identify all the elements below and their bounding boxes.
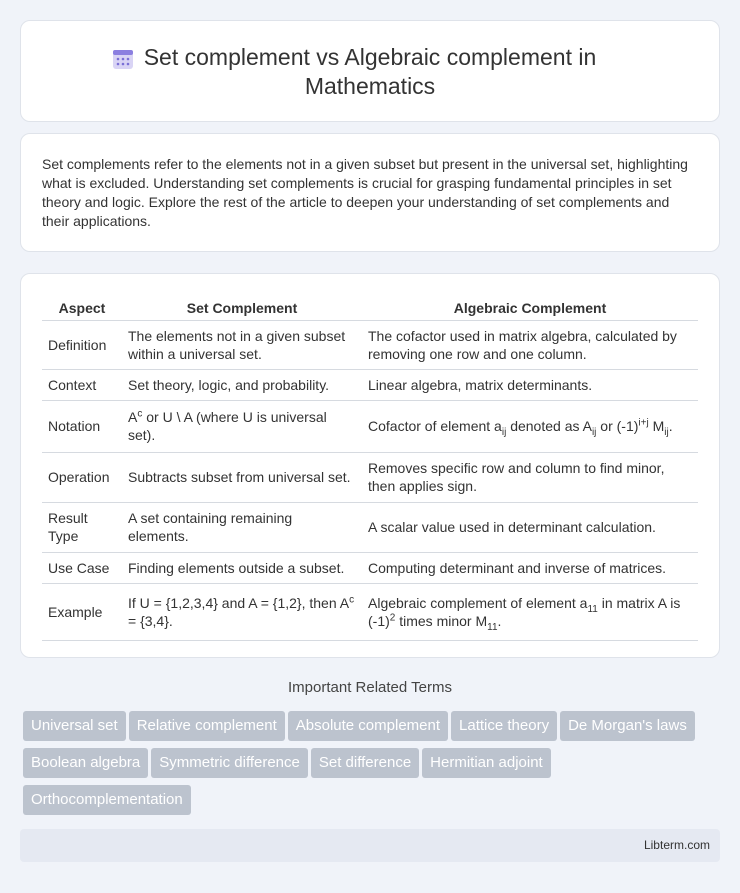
row-aspect: Operation [42, 452, 122, 502]
table-row [42, 502, 698, 552]
related-term-tag[interactable]: Lattice theory [451, 711, 557, 741]
footer-site-link[interactable]: Libterm.com [643, 838, 710, 852]
table-row [42, 452, 698, 502]
row-aspect: Example [42, 583, 122, 640]
related-terms-title: Important Related Terms [288, 679, 452, 696]
table-row [42, 400, 698, 452]
intro-card [20, 133, 720, 252]
row-aspect: Definition [42, 320, 122, 369]
related-term-tag[interactable]: Orthocomplementation [23, 785, 191, 815]
row-set-value: $A^c$ or U \ A (where U is universal set). [122, 400, 362, 452]
related-term-tag[interactable]: Set difference [311, 748, 419, 778]
row-alg-value: Linear algebra, matrix determinants. [362, 369, 698, 400]
row-set-value: A set containing remaining elements. [122, 502, 362, 552]
header-algebraic-complement: Algebraic Complement [362, 296, 698, 320]
related-terms-list [23, 711, 713, 822]
row-aspect: Result Type [42, 502, 122, 552]
row-aspect: Context [42, 369, 122, 400]
header-set-complement: Set Complement [122, 296, 362, 320]
row-aspect: Use Case [42, 552, 122, 583]
row-set-value: Finding elements outside a subset. [122, 552, 362, 583]
related-term-tag[interactable]: Boolean algebra [23, 748, 148, 778]
related-term-tag[interactable]: Universal set [23, 711, 126, 741]
related-term-tag[interactable]: Hermitian adjoint [422, 748, 551, 778]
row-alg-value: Algebraic complement of element $a_{11}$ in matrix A is $(-1)^2$ times minor $M_{11}$. [362, 583, 698, 640]
footer [20, 829, 720, 862]
related-term-tag[interactable]: Absolute complement [288, 711, 448, 741]
related-term-tag[interactable]: Relative complement [129, 711, 285, 741]
related-term-tag[interactable]: Symmetric difference [151, 748, 308, 778]
row-set-value: If U = {1,2,3,4} and A = {1,2}, then $A^c = \{3,4\}$. [122, 583, 362, 640]
row-alg-value: The cofactor used in matrix algebra, calculated by removing one row and one column. [362, 320, 698, 369]
row-set-value: The elements not in a given subset within a universal set. [122, 320, 362, 369]
header-aspect: Aspect [42, 296, 122, 320]
related-term-tag[interactable]: De Morgan's laws [560, 711, 695, 741]
table-row [42, 583, 698, 640]
comparison-table-card [20, 273, 720, 658]
table-row [42, 320, 698, 369]
comparison-table [42, 296, 698, 641]
intro-paragraph: Set complements refer to the elements not in a given subset but present in the universal set, highlighting what is excluded. Understanding set complements is crucial for grasping fundamental principles in set theory and logic. Explore the rest of the article to deepen your understanding of set complements and their applications. [42, 156, 688, 229]
page-title: Set complement vs Algebraic complement in Mathematics [143, 44, 597, 99]
title-card [20, 20, 720, 122]
row-alg-value: Removes specific row and column to find minor, then applies sign. [362, 452, 698, 502]
row-aspect: Notation [42, 400, 122, 452]
row-set-value: Subtracts subset from universal set. [122, 452, 362, 502]
row-alg-value: A scalar value used in determinant calculation. [362, 502, 698, 552]
table-row [42, 369, 698, 400]
row-alg-value: Computing determinant and inverse of matrices. [362, 552, 698, 583]
row-set-value: Set theory, logic, and probability. [122, 369, 362, 400]
table-header-row [42, 296, 698, 320]
table-row [42, 552, 698, 583]
row-alg-value: Cofactor of element $a_{ij}$ denoted as $A_{ij}$ or $(-1)^{i+j}$ $M_{ij}$. [362, 400, 698, 452]
